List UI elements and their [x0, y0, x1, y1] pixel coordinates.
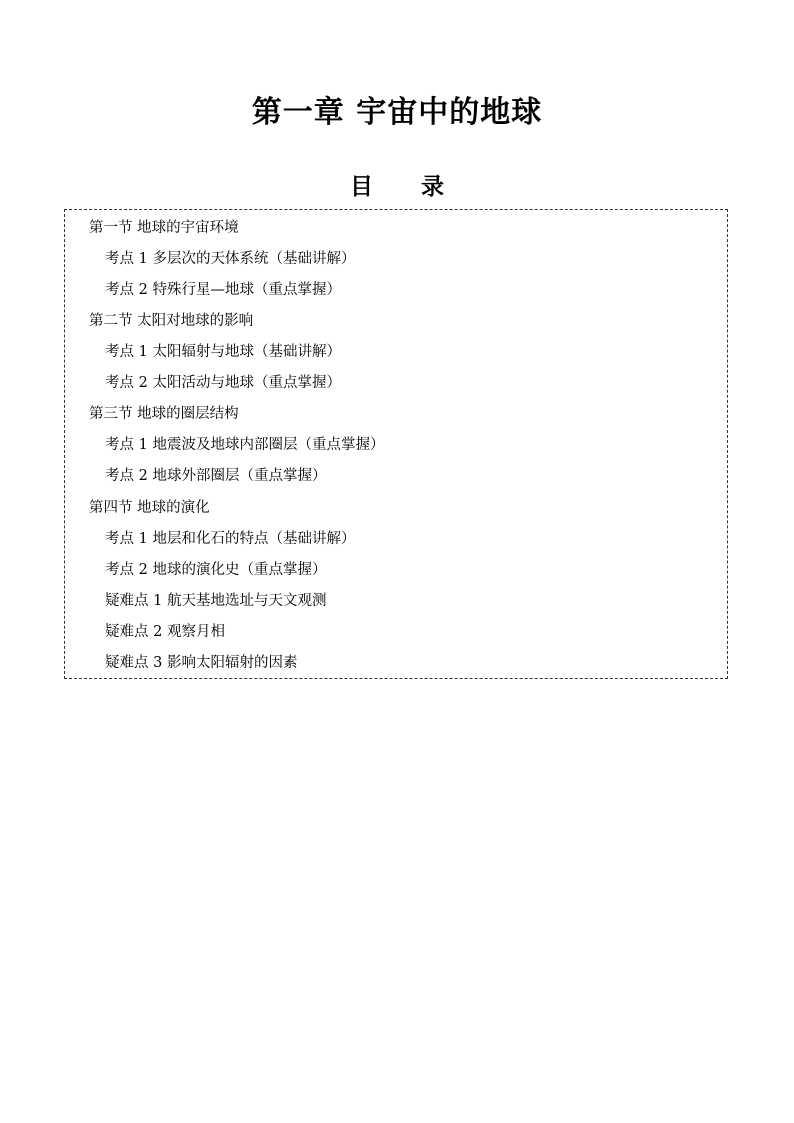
toc-section-3[interactable]: 第三节 地球的圈层结构 — [89, 406, 239, 422]
toc-difficulty-1[interactable]: 疑难点 1 航天基地选址与天文观测 — [105, 593, 327, 609]
toc-heading: 目 录 — [349, 174, 445, 200]
toc-item-3-2[interactable]: 考点 2 地球外部圈层（重点掌握） — [105, 468, 327, 484]
toc-item-2-1[interactable]: 考点 1 太阳辐射与地球（基础讲解） — [105, 344, 341, 360]
chapter-title: 第一章 宇宙中的地球 — [251, 95, 543, 130]
table-of-contents — [64, 209, 728, 679]
toc-item-4-2[interactable]: 考点 2 地球的演化史（重点掌握） — [105, 562, 327, 578]
toc-item-2-2[interactable]: 考点 2 太阳活动与地球（重点掌握） — [105, 375, 341, 391]
toc-difficulty-2[interactable]: 疑难点 2 观察月相 — [105, 624, 225, 640]
toc-section-4[interactable]: 第四节 地球的演化 — [89, 500, 210, 516]
toc-item-4-1[interactable]: 考点 1 地层和化石的特点（基础讲解） — [105, 531, 356, 547]
toc-difficulty-3[interactable]: 疑难点 3 影响太阳辐射的因素 — [105, 655, 298, 671]
toc-section-2[interactable]: 第二节 太阳对地球的影响 — [89, 313, 254, 329]
toc-item-3-1[interactable]: 考点 1 地震波及地球内部圈层（重点掌握） — [105, 437, 385, 453]
toc-section-1[interactable]: 第一节 地球的宇宙环境 — [89, 220, 239, 236]
toc-item-1-2[interactable]: 考点 2 特殊行星—地球（重点掌握） — [105, 282, 341, 298]
toc-item-1-1[interactable]: 考点 1 多层次的天体系统（基础讲解） — [105, 251, 356, 267]
